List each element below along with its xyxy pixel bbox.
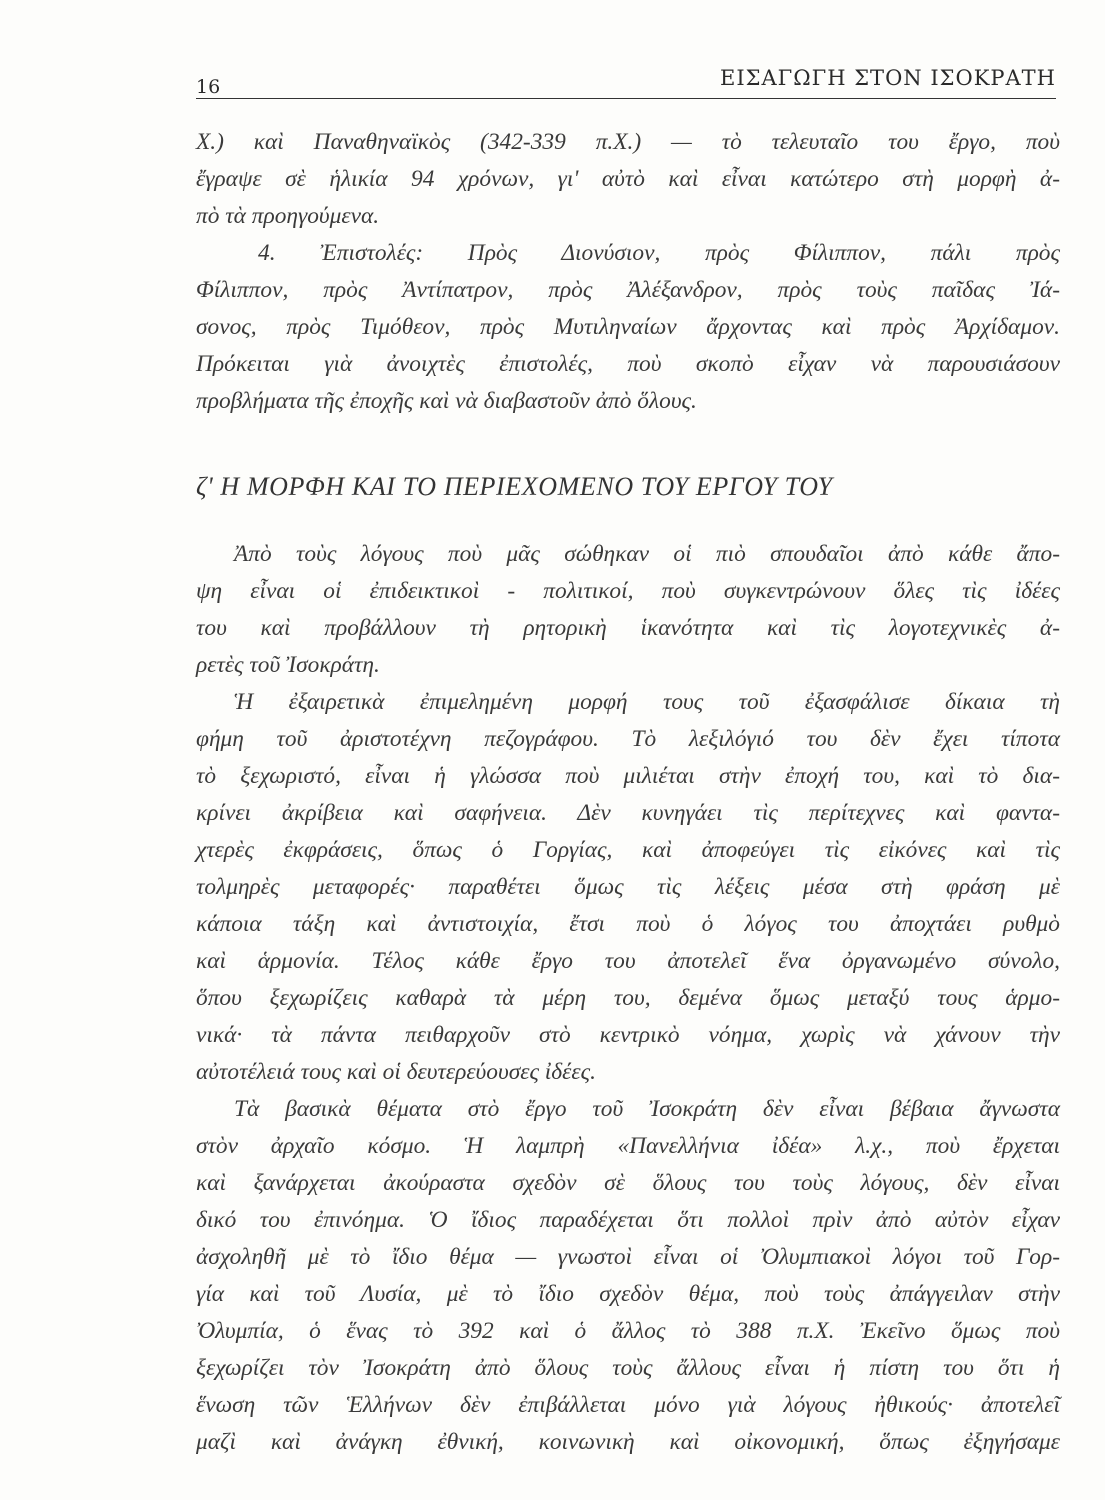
text-line: σονος, πρὸς Τιμόθεον, πρὸς Μυτιληναίων ἄρχοντας καὶ πρὸς Ἀρχίδαμον.: [196, 314, 1060, 340]
text-line: του καὶ προβάλλουν τὴ ρητορικὴ ἱκανότητα καὶ τὶς λογοτεχνικὲς ἀ-: [196, 615, 1060, 641]
page-header: [196, 62, 1056, 99]
text-line: Πρόκειται γιὰ ἀνοιχτὲς ἐπιστολές, ποὺ σκοπὸ εἶχαν νὰ παρουσιάσουν: [196, 351, 1060, 377]
text-line: προβλήματα τῆς ἐποχῆς καὶ νὰ διαβαστοῦν ἀπὸ ὅλους.: [196, 388, 697, 414]
text-line: Ἀπὸ τοὺς λόγους ποὺ μᾶς σώθηκαν οἱ πιὸ σπουδαῖοι ἀπὸ κάθε ἄπο-: [234, 541, 1060, 567]
text-line: τὸ ξεχωριστό, εἶναι ἡ γλώσσα ποὺ μιλιέται στὴν ἐποχή του, καὶ τὸ δια-: [196, 763, 1060, 789]
text-line: ρετὲς τοῦ Ἰσοκράτη.: [196, 652, 380, 678]
text-line: Φίλιππον, πρὸς Ἀντίπατρον, πρὸς Ἀλέξανδρον, πρὸς τοὺς παῖδας Ἰά-: [196, 277, 1060, 303]
running-title: ΕΙΣΑΓΩΓΗ ΣΤΟΝ ΙΣΟΚΡΑΤΗ: [720, 66, 1056, 90]
text-line: ψη εἶναι οἱ ἐπιδεικτικοὶ - πολιτικοί, ποὺ συγκεντρώνουν ὅλες τὶς ἰδέες: [196, 578, 1060, 604]
section-heading: ζ' Η ΜΟΡΦΗ ΚΑΙ ΤΟ ΠΕΡΙΕΧΟΜΕΝΟ ΤΟΥ ΕΡΓΟΥ ΤΟΥ: [196, 472, 833, 501]
text-line: 4. Ἐπιστολές: Πρὸς Διονύσιον, πρὸς Φίλιππον, πάλι πρὸς: [258, 240, 1060, 266]
text-line: αὐτοτέλειά τους καὶ οἱ δευτερεύουσες ἰδέες.: [196, 1059, 596, 1085]
text-line: κρίνει ἀκρίβεια καὶ σαφήνεια. Δὲν κυνηγάει τὶς περίτεχνες καὶ φαντα-: [196, 800, 1060, 826]
text-line: κάποια τάξη καὶ ἀντιστοιχία, ἔτσι ποὺ ὁ λόγος του ἀποχτάει ρυθμὸ: [196, 911, 1060, 937]
text-line: τολμηρὲς μεταφορές· παραθέτει ὅμως τὶς λέξεις μέσα στὴ φράση μὲ: [196, 874, 1060, 900]
text-line: ἕνωση τῶν Ἑλλήνων δὲν ἐπιβάλλεται μόνο γιὰ λόγους ἠθικούς· ἀποτελεῖ: [196, 1392, 1060, 1418]
page-number: 16: [196, 76, 221, 98]
text-line: ἀσχοληθῆ μὲ τὸ ἴδιο θέμα — γνωστοὶ εἶναι οἱ Ὀλυμπιακοὶ λόγοι τοῦ Γορ-: [196, 1244, 1060, 1270]
text-block-form-content: [196, 536, 1060, 1461]
text-line: στὸν ἀρχαῖο κόσμο. Ἡ λαμπρὴ «Πανελλήνια ἰδέα» λ.χ., ποὺ ἔρχεται: [196, 1133, 1060, 1159]
text-line: Χ.) καὶ Παναθηναϊκὸς (342-339 π.Χ.) — τὸ τελευταῖο του ἔργο, ποὺ: [196, 129, 1060, 155]
text-line: καὶ ξανάρχεται ἀκούραστα σχεδὸν σὲ ὅλους του τοὺς λόγους, δὲν εἶναι: [196, 1170, 1060, 1196]
text-line: φήμη τοῦ ἀριστοτέχνη πεζογράφου. Τὸ λεξιλόγιό του δὲν ἔχει τίποτα: [196, 726, 1060, 752]
text-line: νικά· τὰ πάντα πειθαρχοῦν στὸ κεντρικὸ νόημα, χωρὶς νὰ χάνουν τὴν: [196, 1022, 1060, 1048]
text-line: δικό του ἐπινόημα. Ὁ ἴδιος παραδέχεται ὅτι πολλοὶ πρὶν ἀπὸ αὐτὸν εἶχαν: [196, 1207, 1060, 1233]
text-line: πὸ τὰ προηγούμενα.: [196, 203, 380, 229]
text-line: ξεχωρίζει τὸν Ἰσοκράτη ἀπὸ ὅλους τοὺς ἄλλους εἶναι ἡ πίστη του ὅτι ἡ: [196, 1355, 1060, 1381]
text-block-works: [196, 124, 1060, 420]
text-line: Ἡ ἐξαιρετικὰ ἐπιμελημένη μορφή τους τοῦ ἐξασφάλισε δίκαια τὴ: [234, 689, 1060, 715]
text-line: καὶ ἁρμονία. Τέλος κάθε ἔργο του ἀποτελεῖ ἕνα ὀργανωμένο σύνολο,: [196, 948, 1060, 974]
text-line: γία καὶ τοῦ Λυσία, μὲ τὸ ἴδιο σχεδὸν θέμα, ποὺ τοὺς ἀπάγγειλαν στὴν: [196, 1281, 1060, 1307]
text-line: Ὀλυμπία, ὁ ἕνας τὸ 392 καὶ ὁ ἄλλος τὸ 388 π.Χ. Ἐκεῖνο ὅμως ποὺ: [196, 1318, 1060, 1344]
text-line: ἔγραψε σὲ ἡλικία 94 χρόνων, γι' αὐτὸ καὶ εἶναι κατώτερο στὴ μορφὴ ἀ-: [196, 166, 1060, 192]
text-line: χτερὲς ἐκφράσεις, ὅπως ὁ Γοργίας, καὶ ἀποφεύγει τὶς εἰκόνες καὶ τὶς: [196, 837, 1060, 863]
text-line: Τὰ βασικὰ θέματα στὸ ἔργο τοῦ Ἰσοκράτη δὲν εἶναι βέβαια ἄγνωστα: [234, 1096, 1060, 1122]
text-line: ὅπου ξεχωρίζεις καθαρὰ τὰ μέρη του, δεμένα ὅμως μεταξύ τους ἁρμο-: [196, 985, 1060, 1011]
text-line: μαζὶ καὶ ἀνάγκη ἐθνική, κοινωνικὴ καὶ οἰκονομική, ὅπως ἐξηγήσαμε: [196, 1429, 1060, 1455]
